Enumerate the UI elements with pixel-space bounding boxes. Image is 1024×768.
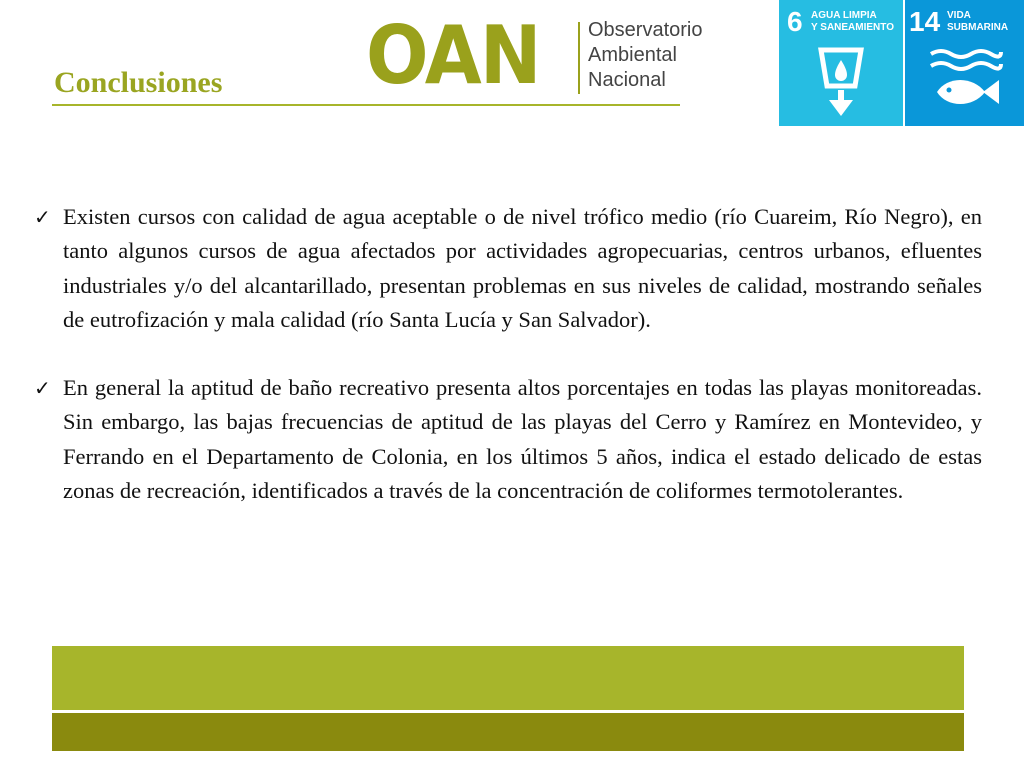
footer-band-bottom	[52, 713, 964, 751]
sdg-number: 6	[787, 6, 803, 37]
sdg-label	[811, 10, 894, 34]
sdg-label-line2: Y SANEAMIENTO	[811, 22, 894, 33]
logo-text-line2: Ambiental	[588, 44, 677, 66]
logo-divider	[578, 22, 580, 94]
sdg-label	[947, 10, 1008, 34]
page-title: Conclusiones	[54, 66, 223, 99]
sdg-label-line1: VIDA	[947, 10, 971, 21]
sdg-label-line2: SUBMARINA	[947, 22, 1009, 33]
bullet-item	[34, 200, 982, 337]
logo-mark: OAN	[366, 9, 540, 102]
bullet-item	[34, 371, 982, 508]
sdg-number: 14	[909, 6, 941, 37]
sdg-label-line1: AGUA LIMPIA	[811, 10, 877, 21]
content-body	[34, 200, 982, 508]
footer-band-top	[52, 646, 964, 710]
logo-text-line1: Observatorio	[588, 19, 703, 41]
water-glass-icon	[815, 46, 867, 120]
sdg-badge-14	[905, 0, 1024, 126]
logo-text	[588, 18, 703, 93]
checkmark-icon: ✓	[34, 205, 51, 229]
bullet-text: Existen cursos con calidad de agua aceptable o de nivel trófico medio (río Cuareim, Río Negro), en tanto algunos cursos de agua afectados por actividades agropecuarias, centros urbanos, efluentes industriales y/o del alcantarillado, presentan problemas en sus niveles de calidad, mostrando señales de eutrofización y mala calidad (río Santa Lucía y San Salvador).	[63, 204, 982, 332]
sdg-badge-6	[779, 0, 903, 126]
title-underline	[52, 104, 680, 106]
logo-text-line3: Nacional	[588, 69, 666, 91]
bullet-text: En general la aptitud de baño recreativo presenta altos porcentajes en todas las playas monitoreadas. Sin embargo, las bajas frecuencias de aptitud de las playas del Cerro y Ramírez en Montevideo, y Ferrando en el Departamento de Colonia, en los últimos 5 años, indica el estado delicado de estas zonas de recreación, identificados a través de la concentración de coliformes termotolerantes.	[63, 375, 982, 504]
checkmark-icon: ✓	[34, 376, 51, 401]
fish-icon	[927, 46, 1003, 116]
